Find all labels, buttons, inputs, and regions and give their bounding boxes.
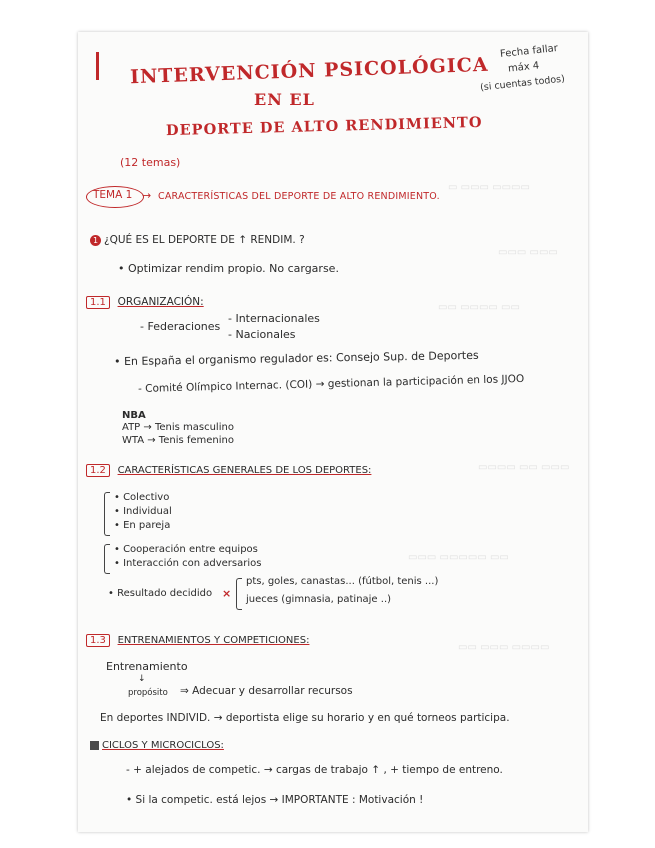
s13-ciclos-heading bbox=[90, 740, 224, 751]
s12-x-mark: × bbox=[222, 587, 232, 600]
tema-label: TEMA 1 bbox=[93, 189, 133, 201]
notebook-page bbox=[78, 32, 588, 832]
tema-heading: CARACTERÍSTICAS DEL DEPORTE DE ALTO RENDIMIENTO. bbox=[158, 191, 440, 202]
s13-lejos: • Si la competic. está lejos → IMPORTANTE : Motivación ! bbox=[126, 794, 424, 806]
s12-heading bbox=[86, 462, 371, 476]
s11-coi: - Comité Olímpico Internac. (COI) → gestionan la participación en los JJOO bbox=[137, 372, 525, 396]
s11-internacionales: - Internacionales bbox=[228, 312, 320, 325]
note-square-icon bbox=[90, 741, 99, 750]
s12-title: CARACTERÍSTICAS GENERALES DE LOS DEPORTES: bbox=[117, 465, 372, 476]
s13-title: ENTRENAMIENTOS Y COMPETICIONES: bbox=[117, 635, 310, 646]
s11-nba: NBA bbox=[122, 410, 146, 421]
tema-arrow: → bbox=[142, 189, 152, 202]
s13-individ: En deportes INDIVID. → deportista elige su horario y en qué torneos participa. bbox=[100, 712, 510, 724]
s11-heading bbox=[86, 294, 204, 308]
brace-type bbox=[104, 492, 110, 536]
s12-interaccion: • Interacción con adversarios bbox=[114, 558, 262, 569]
q1-question: ¿QUÉ ES EL DEPORTE DE ↑ RENDIM. ? bbox=[104, 234, 305, 246]
s13-ciclos: CICLOS Y MICROCICLOS: bbox=[102, 740, 224, 751]
s12-pareja: • En pareja bbox=[114, 520, 171, 531]
q1-bullet: • Optimizar rendim propio. No cargarse. bbox=[118, 262, 339, 275]
s12-label: 1.2 bbox=[86, 464, 110, 477]
bleed-through-text: ▭▭▭ ▭▭▭▭▭ ▭▭ bbox=[408, 552, 509, 563]
s13-alejados: - + alejados de competic. → cargas de trabajo ↑ , + tiempo de entreno. bbox=[126, 764, 503, 776]
s11-atp: ATP → Tenis masculino bbox=[122, 422, 234, 433]
s13-entrenamiento: Entrenamiento bbox=[106, 660, 188, 673]
s11-title: ORGANIZACIÓN: bbox=[117, 296, 204, 308]
s13-heading bbox=[86, 632, 309, 646]
s12-option-judges: jueces (gimnasia, patinaje ..) bbox=[246, 594, 392, 605]
q1-line bbox=[90, 232, 305, 246]
s11-spain: • En España el organismo regulador es: Consejo Sup. de Deportes bbox=[113, 348, 479, 369]
s13-down-arrow: ↓ bbox=[138, 674, 146, 684]
s13-adecuar: ⇒ Adecuar y desarrollar recursos bbox=[180, 685, 353, 697]
margin-note-line3: (si cuentas todos) bbox=[479, 73, 566, 94]
margin-note-line1: Fecha fallar bbox=[499, 43, 559, 60]
title-line3: DEPORTE DE ALTO RENDIMIENTO bbox=[165, 113, 483, 140]
s12-colectivo: • Colectivo bbox=[114, 492, 170, 503]
q1-number-badge: 1 bbox=[90, 235, 101, 246]
bleed-through-text: ▭ ▭▭▭ ▭▭▭▭ bbox=[448, 182, 530, 193]
topics-count: (12 temas) bbox=[120, 156, 181, 169]
s12-option-points: pts, goles, canastas... (fútbol, tenis ...) bbox=[246, 576, 439, 587]
s11-nacionales: - Nacionales bbox=[228, 328, 296, 341]
s12-cooperacion: • Cooperación entre equipos bbox=[114, 544, 258, 555]
bleed-through-text: ▭▭ ▭▭▭ ▭▭▭▭ bbox=[458, 642, 550, 653]
s11-federaciones: - Federaciones bbox=[140, 320, 221, 333]
brace-result bbox=[236, 578, 242, 610]
title-line2: EN EL bbox=[254, 90, 315, 109]
bleed-through-text: ▭▭ ▭▭▭▭ ▭▭ bbox=[438, 302, 520, 313]
s12-resultado: • Resultado decidido bbox=[108, 588, 213, 599]
bleed-through-text: ▭▭▭▭ ▭▭ ▭▭▭ bbox=[478, 462, 570, 473]
bleed-through-text: ▭▭▭ ▭▭▭ bbox=[498, 247, 558, 258]
s11-wta: WTA → Tenis femenino bbox=[122, 435, 235, 446]
s12-individual: • Individual bbox=[114, 506, 172, 517]
s11-label: 1.1 bbox=[86, 296, 110, 309]
title-line1: INTERVENCIÓN PSICOLÓGICA bbox=[129, 53, 489, 89]
s13-proposito: propósito bbox=[128, 688, 168, 698]
margin-note-line2: máx 4 bbox=[507, 60, 540, 75]
s13-label: 1.3 bbox=[86, 634, 110, 647]
brace-interaction bbox=[104, 544, 110, 574]
margin-red-mark bbox=[96, 52, 99, 80]
